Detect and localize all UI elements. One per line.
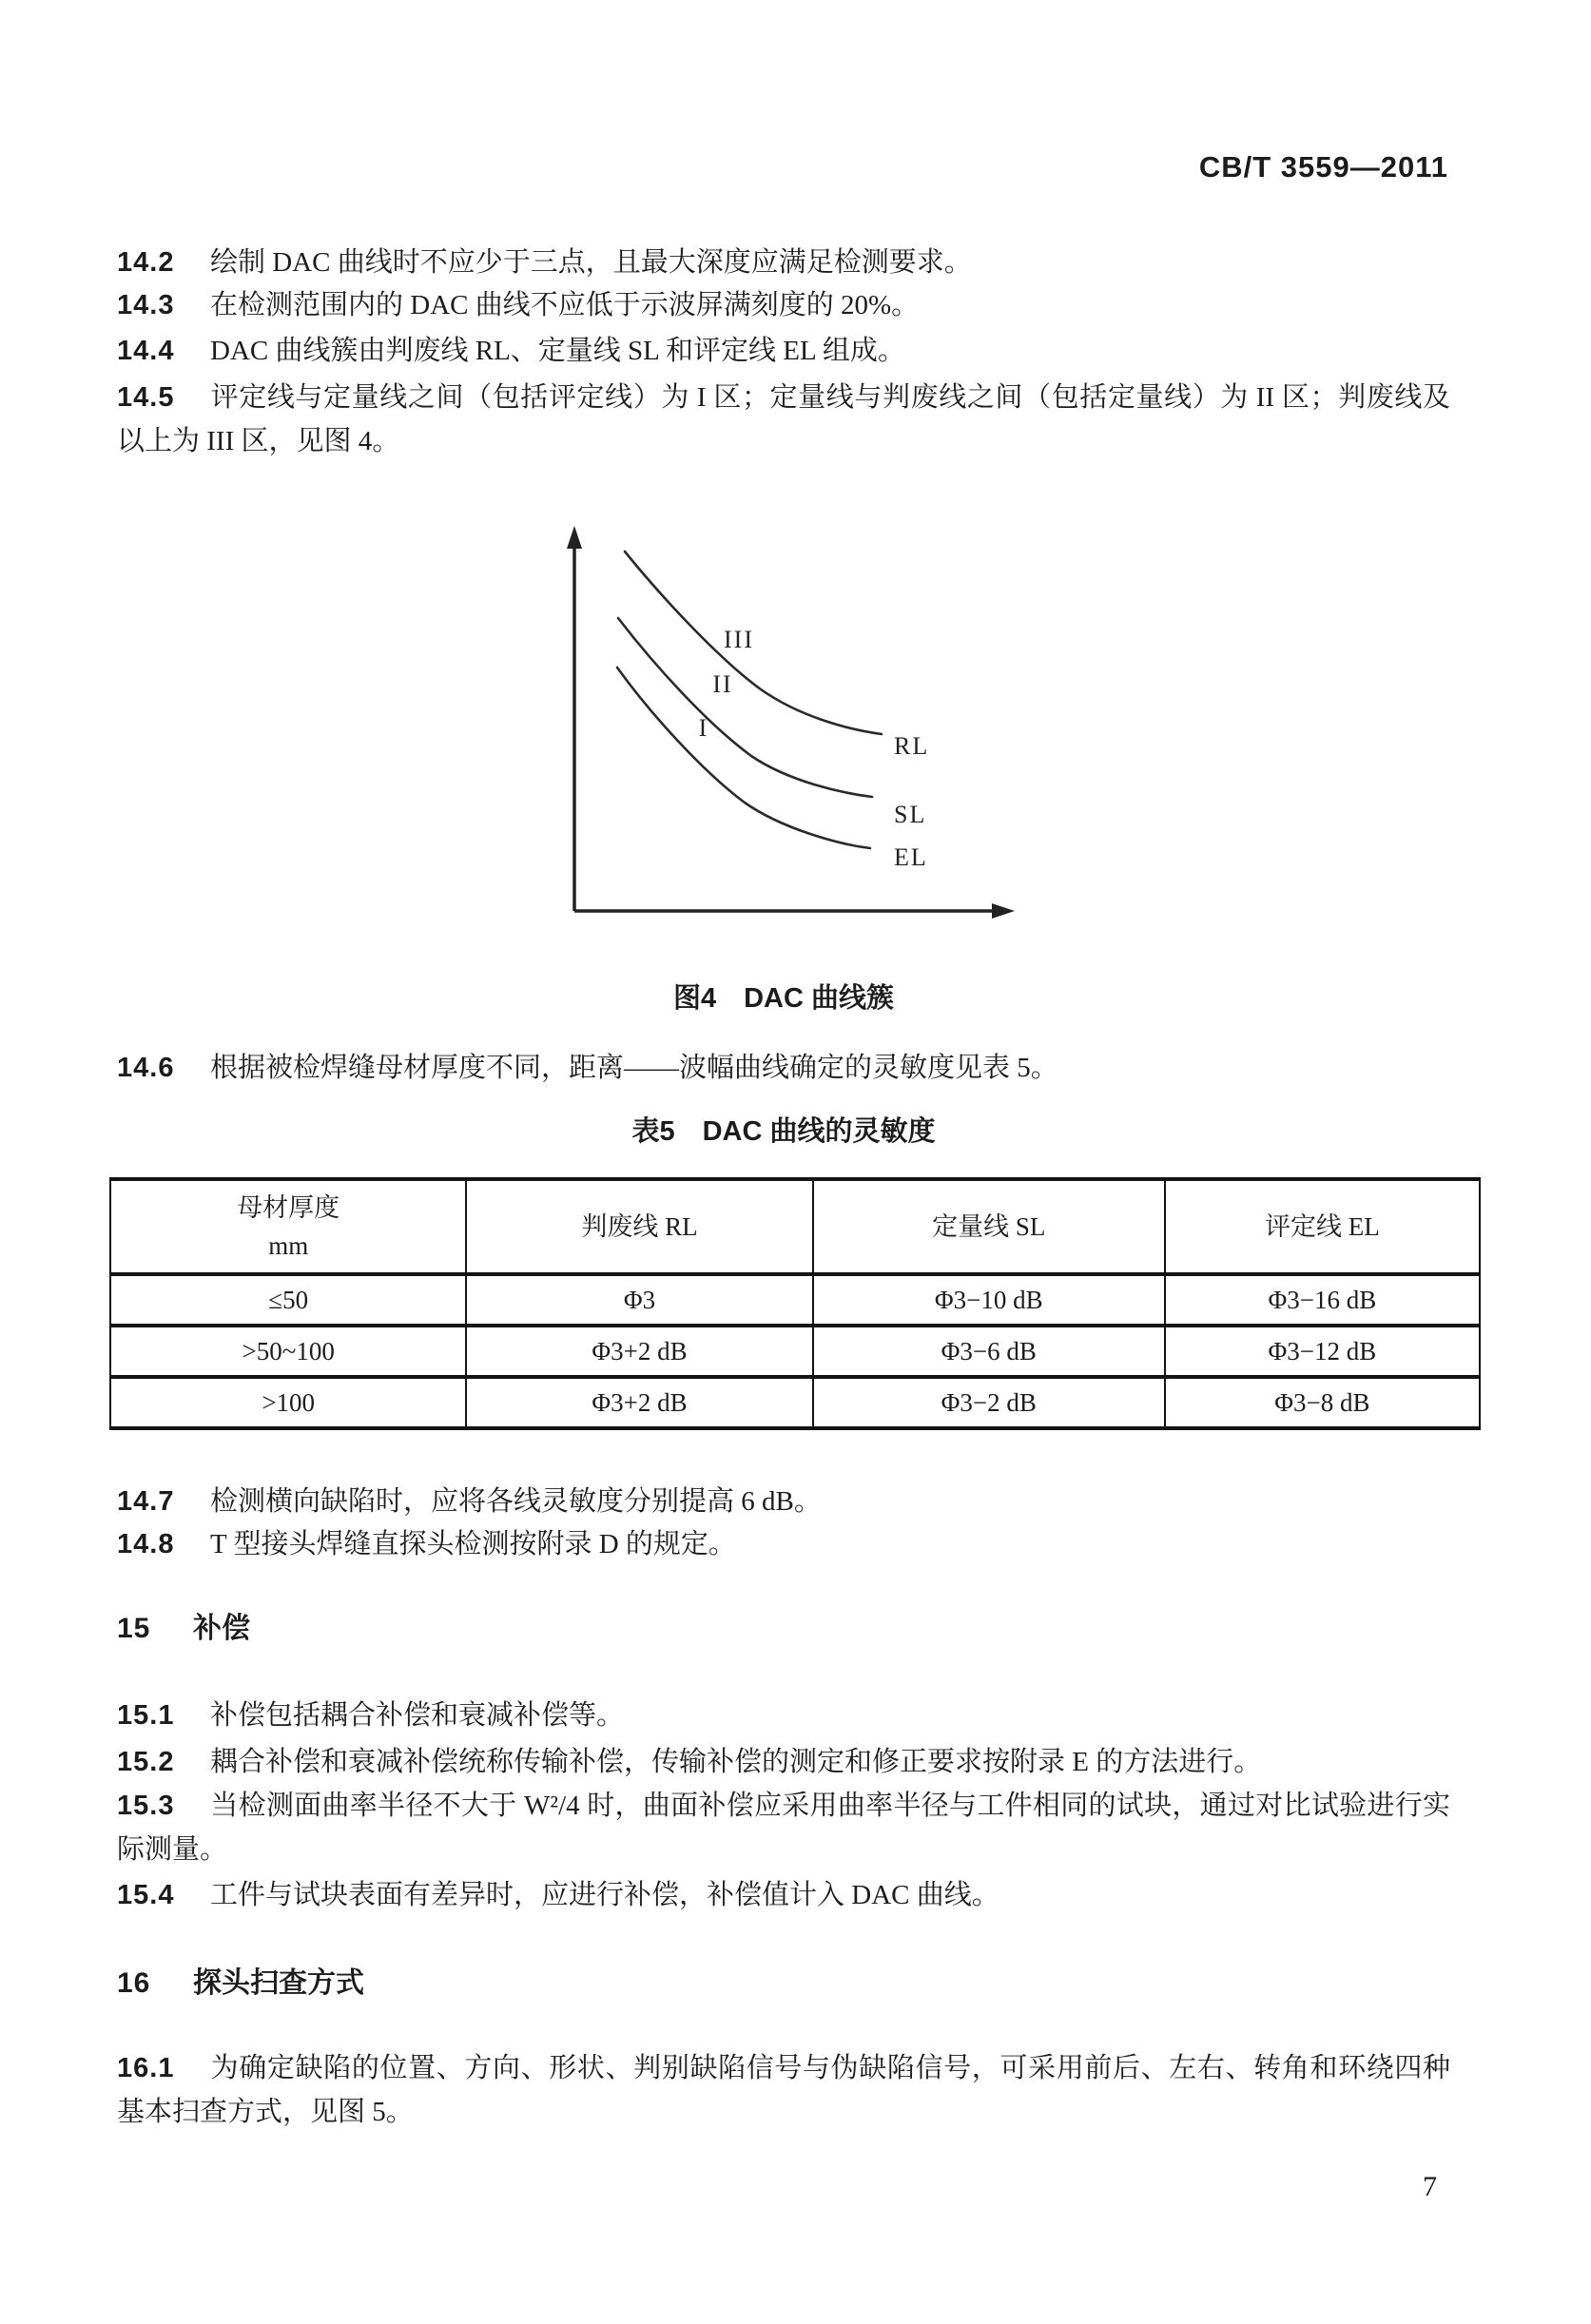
- clause-number: 14.2: [117, 247, 175, 278]
- el-curve-label: EL: [894, 843, 928, 871]
- cell-el: Φ3−16 dB: [1165, 1274, 1480, 1326]
- sl-curve-label: SL: [894, 801, 927, 828]
- header-thickness-unit: mm: [268, 1231, 309, 1260]
- zone-i-label: I: [698, 714, 709, 742]
- clause-14-6: [117, 1046, 1450, 1090]
- cell-thickness: ≤50: [110, 1274, 466, 1326]
- figure-dac-curve-family: [528, 518, 1079, 927]
- clause-15-3: [117, 1784, 1450, 1871]
- clause-14-8: [117, 1522, 1450, 1566]
- cell-rl: Φ3+2 dB: [466, 1326, 812, 1377]
- clause-text: 工件与试块表面有差异时，应进行补偿，补偿值计入 DAC 曲线。: [210, 1880, 999, 1910]
- clause-text: 补偿包括耦合补偿和衰减补偿等。: [210, 1700, 625, 1731]
- table-header-row: [110, 1179, 1480, 1274]
- clause-text: 耦合补偿和衰减补偿统称传输补偿，传输补偿的测定和修正要求按附录 E 的方法进行。: [210, 1747, 1262, 1777]
- zone-iii-label: III: [724, 626, 754, 653]
- table-5-dac-sensitivity: [109, 1177, 1481, 1430]
- header-base-thickness: [110, 1179, 466, 1274]
- y-axis-arrow-icon: [567, 526, 582, 549]
- clause-14-2: [117, 241, 1450, 284]
- clause-text: 当检测面曲率半径不大于 W²/4 时，曲面补偿应采用曲率半径与工件相同的试块，通过对比试验进行实际测量。: [117, 1791, 1450, 1865]
- header-thickness-label: 母材厚度: [237, 1193, 340, 1222]
- clause-number: 15.2: [117, 1747, 175, 1777]
- clause-14-3: [117, 283, 1450, 327]
- el-curve: [617, 668, 870, 848]
- cell-rl: Φ3: [466, 1274, 812, 1326]
- section-number: 15: [117, 1613, 151, 1644]
- clause-15-4: [117, 1873, 1450, 1917]
- cell-thickness: >100: [110, 1377, 466, 1428]
- section-15-heading: [117, 1607, 1450, 1651]
- clause-text: 检测横向缺陷时，应将各线灵敏度分别提高 6 dB。: [210, 1486, 822, 1517]
- clause-15-2: [117, 1740, 1450, 1784]
- header-evaluate-line: 评定线 EL: [1165, 1179, 1480, 1274]
- x-axis-arrow-icon: [992, 903, 1015, 919]
- cell-sl: Φ3−2 dB: [813, 1377, 1165, 1428]
- cell-el: Φ3−8 dB: [1165, 1377, 1480, 1428]
- clause-14-5: [117, 376, 1450, 463]
- cell-el: Φ3−12 dB: [1165, 1326, 1480, 1377]
- cell-sl: Φ3−6 dB: [813, 1326, 1165, 1377]
- cell-thickness: >50~100: [110, 1326, 466, 1377]
- section-number: 16: [117, 1967, 151, 1999]
- clause-text: 在检测范围内的 DAC 曲线不应低于示波屏满刻度的 20%。: [210, 290, 920, 320]
- figure-4-caption: 图4 DAC 曲线簇: [672, 983, 894, 1014]
- clause-text: 为确定缺陷的位置、方向、形状、判别缺陷信号与伪缺陷信号，可采用前后、左右、转角和环绕四种基本扫查方式，见图 5。: [117, 2053, 1450, 2127]
- cell-sl: Φ3−10 dB: [813, 1274, 1165, 1326]
- section-title: 补偿: [193, 1613, 250, 1644]
- header-quantify-line: 定量线 SL: [813, 1179, 1165, 1274]
- cell-rl: Φ3+2 dB: [466, 1377, 812, 1428]
- clause-15-1: [117, 1694, 1450, 1737]
- clause-number: 14.8: [117, 1529, 175, 1559]
- page-number: 7: [1423, 2171, 1437, 2202]
- standard-code-header: CB/T 3559—2011: [1198, 150, 1448, 184]
- clause-text: T 型接头焊缝直探头检测按附录 D 的规定。: [210, 1529, 736, 1559]
- section-16-heading: [117, 1962, 1450, 2005]
- table-row: [110, 1326, 1480, 1377]
- clause-text: 绘制 DAC 曲线时不应少于三点，且最大深度应满足检测要求。: [210, 247, 972, 278]
- clause-number: 14.5: [117, 382, 175, 413]
- clause-16-1: [117, 2046, 1450, 2134]
- clause-14-4: [117, 329, 1450, 373]
- clause-text: 评定线与定量线之间（包括评定线）为 I 区；定量线与判废线之间（包括定量线）为 II 区；判废线及以上为 III 区，见图 4。: [117, 382, 1450, 456]
- table-row: [110, 1274, 1480, 1326]
- clause-number: 14.7: [117, 1486, 175, 1517]
- clause-number: 14.4: [117, 336, 175, 366]
- clause-14-7: [117, 1480, 1450, 1523]
- clause-text: 根据被检焊缝母材厚度不同，距离——波幅曲线确定的灵敏度见表 5。: [210, 1053, 1058, 1083]
- table-row: [110, 1377, 1480, 1428]
- clause-number: 14.3: [117, 290, 175, 320]
- clause-text: DAC 曲线簇由判废线 RL、定量线 SL 和评定线 EL 组成。: [210, 336, 905, 366]
- clause-number: 14.6: [117, 1053, 175, 1083]
- clause-number: 15.3: [117, 1791, 175, 1821]
- zone-ii-label: II: [712, 670, 733, 698]
- clause-number: 15.4: [117, 1880, 175, 1910]
- header-reject-line: 判废线 RL: [466, 1179, 812, 1274]
- table-5-title: 表5 DAC 曲线的灵敏度: [631, 1116, 936, 1147]
- clause-number: 15.1: [117, 1700, 175, 1731]
- clause-number: 16.1: [117, 2053, 175, 2083]
- rl-curve-label: RL: [894, 732, 930, 760]
- section-title: 探头扫查方式: [193, 1967, 364, 1999]
